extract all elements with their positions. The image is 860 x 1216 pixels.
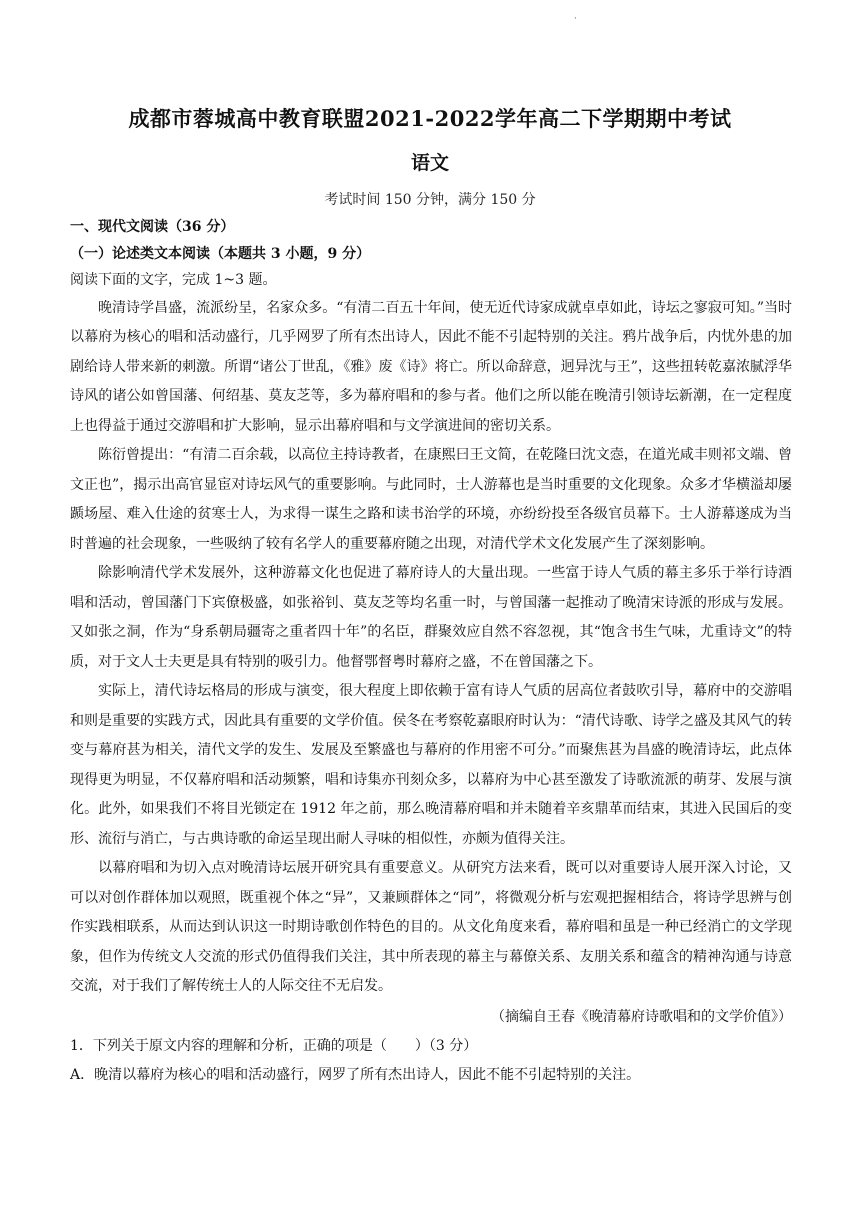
exam-title: 成都市蓉城高中教育联盟2021-2022学年高二下学期期中考试 [128,106,732,131]
exam-content [70,214,792,1090]
header-dot: · [574,14,577,24]
exam-info: 考试时间 150 分钟，满分 150 分 [324,192,536,208]
question-1: 1．下列关于原文内容的理解和分析，正确的项是（ ）（3 分） [70,1037,478,1054]
passage-paragraph: 晚清诗学昌盛，流派纷呈，名家众多。“有清二百五十年间，使无近代诗家成就卓卓如此，诗坛之寥寂可知。”当时以幕府为核心的唱和活动盛行，几乎网罗了所有杰出诗人，因此不能不引起特别的关注。鸦片战争后，内忧外患的加剧给诗人带来新的刺激。所谓“诸公丁世乱，《雅》废《诗》将亡。所以命辞意，迥异沈与王”，这些扭转乾嘉浓腻浮华诗风的诸公如曾国藩、何绍基、莫友芝等，多为幕府唱和的参与者。他们之所以能在晚清引领诗坛新潮，在一定程度上也得益于通过交游唱和扩大影响，显示出幕府唱和与文学演进间的密切关系。 [70,299,792,434]
passage-source: （摘编自王春《晚清幕府诗歌唱和的文学价值》） [491,1008,792,1025]
subject-title: 语文 [410,152,449,174]
option-a: A．晚清以幕府为核心的唱和活动盛行，网罗了所有杰出诗人，因此不能不引起特别的关注。 [70,1066,641,1083]
passage-paragraph: 以幕府唱和为切入点对晚清诗坛展开研究具有重要意义。从研究方法来看，既可以对重要诗人展开深入讨论，又可以对创作群体加以观照，既重视个体之“异”，又兼顾群体之“同”，将微观分析与宏观把握相结合，将诗学思辨与创作实践相联系，从而达到认识这一时期诗歌创作特色的目的。从文化角度来看，幕府唱和虽是一种已经消亡的文学现象，但作为传统文人交流的形式仍值得我们关注，其中所表现的幕主与幕僚关系、友朋关系和蕴含的精神沟通与诗意交流，对于我们了解传统士人的人际交往不无启发。 [70,860,792,994]
passage-paragraph: 除影响清代学术发展外，这种游幕文化也促进了幕府诗人的大量出现。一些富于诗人气质的幕主多乐于举行诗酒唱和活动，曾国藩门下宾僚极盛，如张裕钊、莫友芝等均名重一时，与曾国藩一起推动了晚清宋诗派的形成与发展。又如张之洞，作为“身系朝局疆寄之重者四十年”的名臣，群聚效应自然不容忽视，其“饱含书生气味，尤重诗文”的特质，对于文人士夫更是具有特别的吸引力。他督鄂督粤时幕府之盛，不在曾国藩之下。 [70,565,792,670]
passage-paragraph: 实际上，清代诗坛格局的形成与演变，很大程度上即依赖于富有诗人气质的居高位者鼓吹引导，幕府中的交游唱和则是重要的实践方式，因此具有重要的文学价值。侯冬在考察乾嘉眼府时认为：“清代诗歌、诗学之盛及其风气的转变与幕府甚为相关，清代文学的发生、发展及至繁盛也与幕府的作用密不可分。”而聚焦甚为昌盛的晚清诗坛，此点体现得更为明显，不仅幕府唱和活动频繁，唱和诗集亦刊刻众多，以幕府为中心甚至激发了诗歌流派的萌芽、发展与演化。此外，如果我们不将目光锁定在 1912 年之前，那么晚清幕府唱和并未随着辛亥鼎革而结束，其进入民国后的变形、流衍与消亡，与古典诗歌的命运呈现出耐人寻味的相似性，亦颇为值得关注。 [70,683,792,847]
section-heading: 一、现代文阅读（36 分） [70,219,235,235]
passage-paragraph: 陈衍曾提出：“有清二百余载，以高位主持诗教者，在康熙曰王文简，在乾隆曰沈文悫，在道光咸丰则祁文端、曾文正也”，揭示出高官显宦对诗坛风气的重要影响。与此同时，士人游幕也是当时重要的文化现象。众多才华横溢却屡踬场屋、难入仕途的贫寒士人，为求得一谋生之路和读书治学的环境，亦纷纷投至各级官员幕下。士人游幕遂成为当时普遍的社会现象，一些吸纳了较有名学人的重要幕府随之出现，对清代学术文化发展产生了深刻影响。 [70,447,792,552]
reading-instruction: 阅读下面的文字，完成 1~3 题。 [70,272,277,288]
subsection-heading: （一）论述类文本阅读（本题共 3 小题，9 分） [70,245,371,262]
